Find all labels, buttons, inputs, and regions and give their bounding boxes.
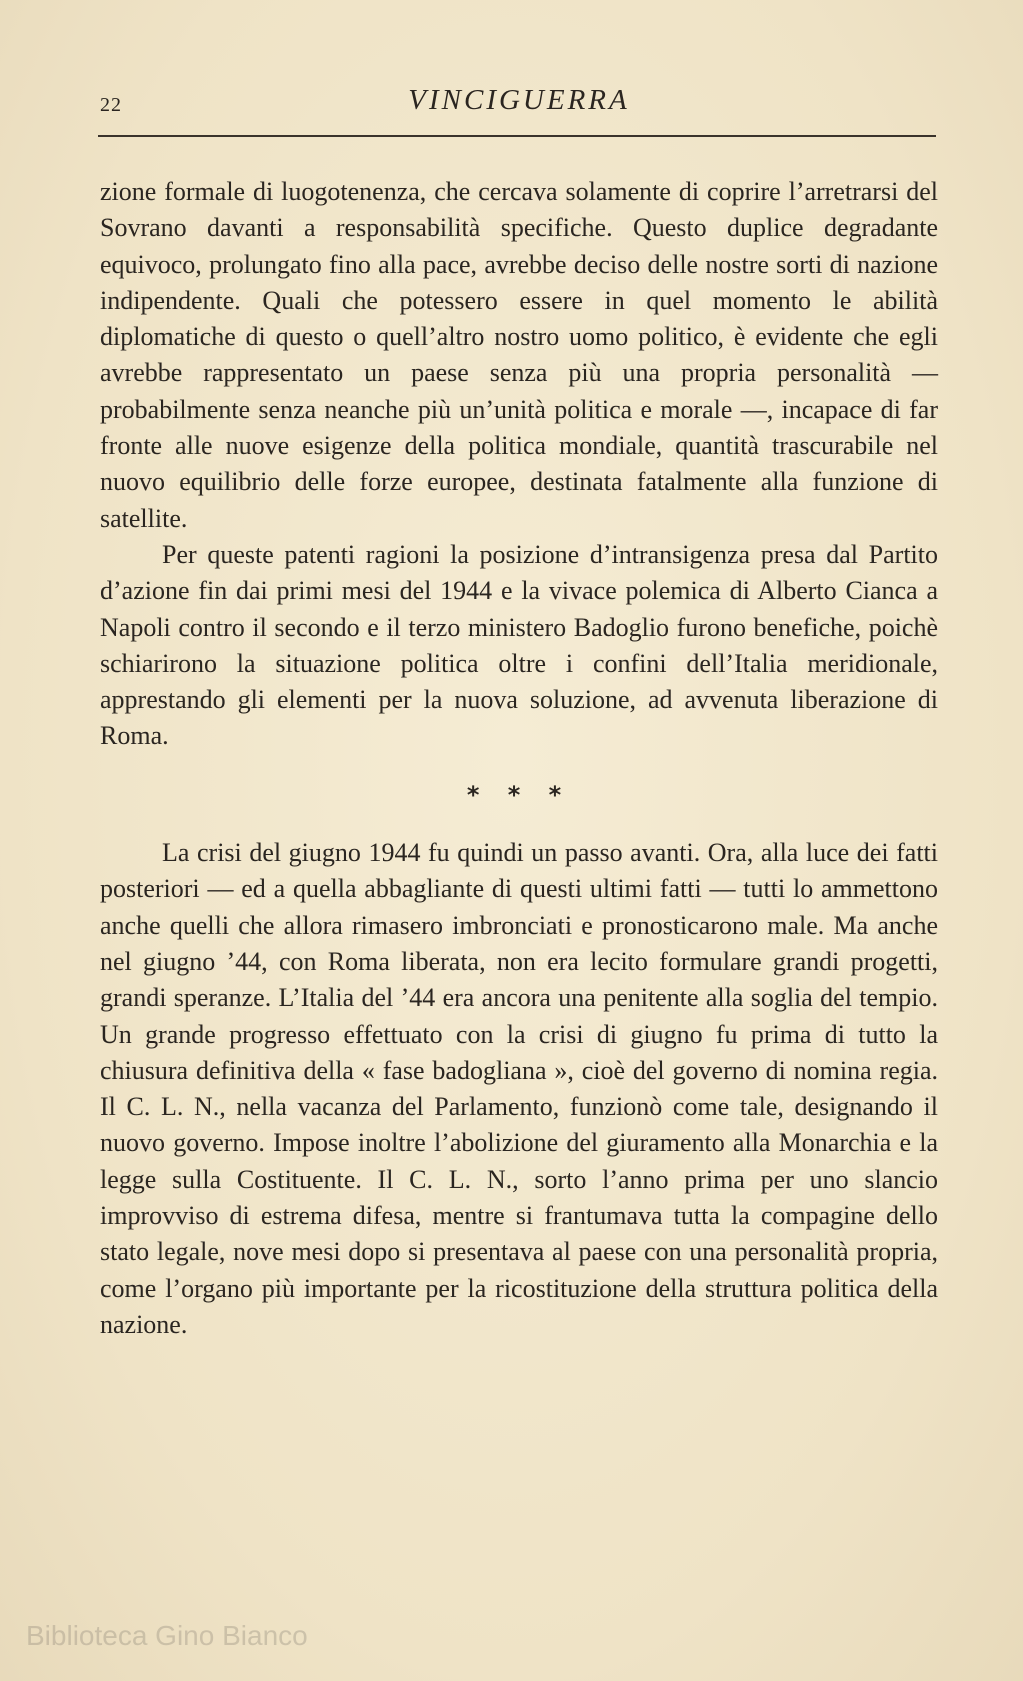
page-header [100,84,938,124]
body-text [100,174,938,1343]
paragraph-2: Per queste patenti ragioni la posizione d’intransigenza presa dal Partito d’azione fin dai primi mesi del 1944 e la vivace polemica di Alberto Cianca a Napoli contro il secondo e il terzo ministero Badoglio furono benefiche, poichè schiarirono la situazione politica oltre i confini dell’Italia meridionale, apprestando gli elementi per la nuova soluzione, ad avvenuta liberazione di Roma. [100,539,938,751]
paragraph-3: La crisi del giugno 1944 fu quindi un passo avanti. Ora, alla luce dei fatti posteriori — ed a quella abbagliante di questi ultimi fatti — tutti lo ammettono anche quelli che allora rimasero imbronciati e pronosticarono male. Ma anche nel giugno ’44, con Roma liberata, non era lecito formulare grandi progetti, grandi speranze. L’Italia del ’44 era ancora una penitente alla soglia del tempio. Un grande progresso effettuato con la crisi di giugno fu prima di tutto la chiusura definitiva della « fase badogliana », cioè del governo di nomina regia. Il C. L. N., nella vacanza del Parlamento, funzionò come tale, designando il nuovo governo. Impose inoltre l’abolizione del giuramento alla Monarchia e la legge sulla Costituente. Il C. L. N., sorto l’anno prima per uno slancio improvviso di estrema difesa, mentre si frantumava tutta la compagine dello stato legale, nove mesi dopo si presentava al paese con una personalità propria, come l’organo più importante per la ricostituzione della struttura politica della nazione. [100,838,938,1339]
paragraph-1: zione formale di luogotenenza, che cercava solamente di coprire l’arretrarsi del Sovrano davanti a responsabilità specifiche. Questo duplice degradante equivoco, prolungato fino alla pace, avrebbe deciso delle nostre sorti di nazione indipendente. Quali che potessero essere in quel momento le abilità diplomatiche di questo o quell’altro nostro uomo politico, è evidente che egli avrebbe rappresentato un paese senza più una propria personalità — probabilmente senza neanche più un’unità politica e morale —, incapace di far fronte alle nuove esigenze della politica mondiale, quantità trascurabile nel nuovo equilibrio delle forze europee, destinata fatalmente alla funzione di satellite. [100,177,938,533]
library-watermark: Biblioteca Gino Bianco [26,1620,308,1651]
section-separator: * * * [466,780,572,809]
header-rule [98,135,936,137]
running-title: VINCIGUERRA [408,84,630,116]
page-number: 22 [100,94,122,116]
